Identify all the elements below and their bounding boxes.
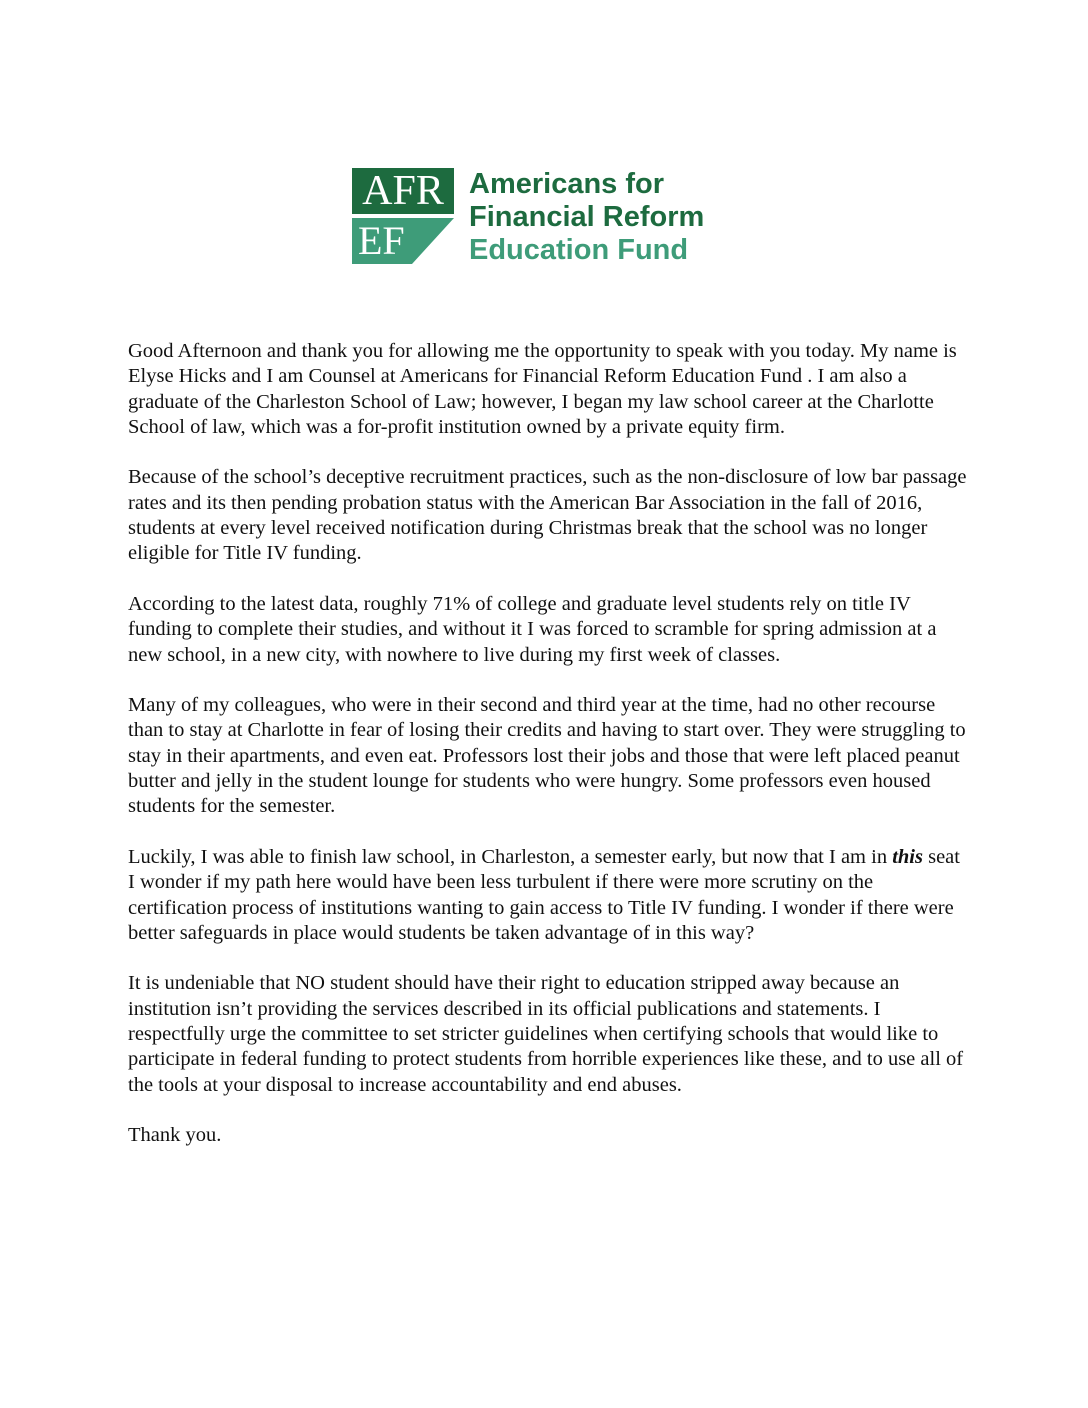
paragraph-5-start: Luckily, I was able to finish law school, in Charleston, a semester early, but now that I am in — [128, 845, 893, 868]
logo-mark-ef: EF — [358, 218, 405, 263]
paragraph-5-end: seat I wonder if my path here would have been less turbulent if there were more scrutiny on the certification process of institutions wanting to gain access to Title IV funding. I wonder if there were better safeguards in place would students be taken advantage of in this way? — [128, 845, 960, 944]
paragraph-5-emphasis: this — [892, 845, 923, 868]
logo-wordmark — [469, 168, 704, 267]
letter-body — [128, 339, 968, 1149]
paragraph-4: Many of my colleagues, who were in their second and third year at the time, had no other recourse than to stay at Charlotte in fear of losing their credits and having to start over. They were struggling to stay in their apartments, and even eat. Professors lost their jobs and those that were left placed peanut butter and jelly in the student lounge for students who were hungry. Some professors even housed students for the semester. — [128, 694, 966, 818]
paragraph-3: According to the latest data, roughly 71% of college and graduate level students rely on title IV funding to complete their studies, and without it I was forced to scramble for spring admission at a new school, in a new city, with nowhere to live during my first week of classes. — [128, 592, 937, 666]
logo-line-3: Education Fund — [469, 234, 689, 266]
paragraph-1: Good Afternoon and thank you for allowing me the opportunity to speak with you today. My name is Elyse Hicks and I am Counsel at Americans for Financial Reform Education Fund . I am also a graduate of the Charleston School of Law; however, I began my law school career at the Charlotte School of law, which was a for-profit institution owned by a private equity firm. — [128, 340, 957, 438]
paragraph-5 — [128, 845, 968, 946]
closing: Thank you. — [128, 1124, 222, 1147]
logo-mark — [352, 168, 454, 264]
logo-line-2: Financial Reform — [469, 201, 705, 233]
paragraph-2: Because of the school’s deceptive recruitment practices, such as the non-disclosure of low bar passage rates and its then pending probation status with the American Bar Association in the fall of 2016, students at every level received notification during Christmas break that the school was no longer eligible for Title IV funding. — [128, 466, 967, 565]
logo-line-1: Americans for — [469, 168, 665, 200]
paragraph-6: It is undeniable that NO student should have their right to education stripped away because an institution isn’t providing the services described in its official publications and statements. I respectfully urge the committee to set stricter guidelines when certifying schools that would like to participate in federal funding to protect students from horrible experiences like these, and to use all of the tools at your disposal to increase accountability and end abuses. — [128, 972, 964, 1096]
logo-mark-afr: AFR — [352, 168, 454, 214]
afref-logo — [352, 168, 752, 266]
